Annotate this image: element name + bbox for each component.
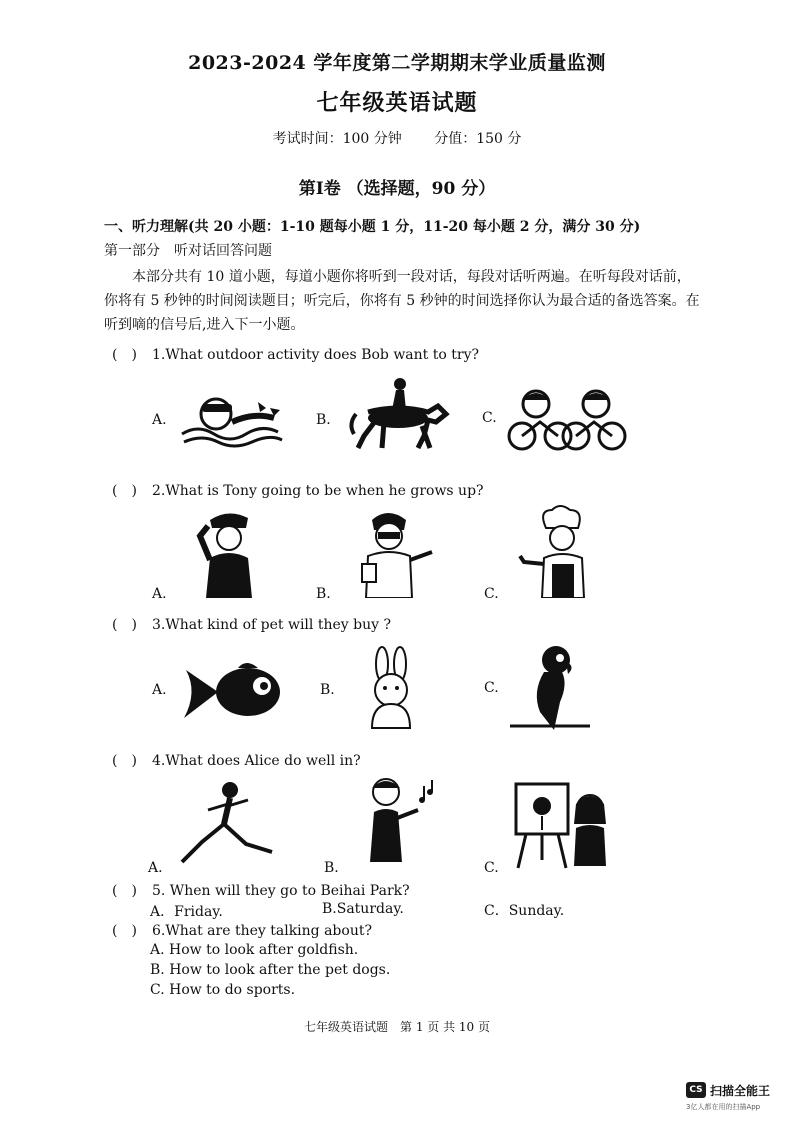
question-3 bbox=[112, 614, 391, 634]
scanner-watermark bbox=[686, 1082, 792, 1118]
option-label: B. bbox=[324, 860, 339, 876]
answer-blank[interactable]: ( ) bbox=[112, 753, 137, 769]
answer-blank[interactable]: ( ) bbox=[112, 883, 137, 899]
painter-icon bbox=[512, 780, 616, 870]
violinist-icon bbox=[352, 776, 442, 866]
question-text: 5. When will they go to Beihai Park? bbox=[152, 883, 410, 899]
option-label: A. bbox=[152, 586, 167, 602]
option-label: C. bbox=[482, 410, 497, 426]
part-heading: 第一部分 听对话回答问题 bbox=[104, 243, 272, 259]
volume-heading: 第I卷 （选择题，90 分） bbox=[298, 179, 496, 199]
page-footer: 七年级英语试题 第 1 页 共 10 页 bbox=[304, 1020, 490, 1034]
watermark-name: 扫描全能王 bbox=[710, 1084, 771, 1098]
instructions: 本部分共有 10 道小题，每道小题你将听到一段对话，每段对话听两遍。在听每段对话前，你将有 5 秒钟的时间阅读题目；听完后，你将有 5 秒钟的时间选择你认为最合适的备选答案。在听到嘀的信号后,进入下一小题。 bbox=[104, 269, 700, 333]
runner-icon bbox=[176, 780, 278, 868]
question-5 bbox=[112, 880, 410, 900]
choice-c[interactable]: C. How to do sports. bbox=[150, 982, 296, 998]
horse-rider-icon bbox=[348, 376, 454, 452]
question-4 bbox=[112, 750, 361, 770]
exam-title: 2023-2024 学年度第二学期期末学业质量监测 bbox=[188, 52, 606, 74]
question-text: 4.What does Alice do well in? bbox=[152, 753, 361, 769]
option-label: C. bbox=[484, 860, 499, 876]
exam-time: 考试时间：100 分钟 bbox=[272, 131, 402, 147]
question-1 bbox=[112, 344, 479, 364]
choice-a[interactable]: A．Friday. bbox=[150, 904, 223, 920]
answer-blank[interactable]: ( ) bbox=[112, 483, 137, 499]
exam-score: 分值：150 分 bbox=[434, 131, 522, 147]
question-text: 6.What are they talking about? bbox=[152, 923, 372, 939]
question-text: 3.What kind of pet will they buy ? bbox=[152, 617, 391, 633]
parrot-icon bbox=[510, 642, 590, 734]
question-6 bbox=[112, 920, 372, 940]
option-label: A. bbox=[152, 412, 167, 428]
watermark-tagline: 3亿人都在用的扫描App bbox=[686, 1103, 761, 1111]
question-text: 1.What outdoor activity does Bob want to try? bbox=[152, 347, 479, 363]
option-label: B. bbox=[316, 586, 331, 602]
goldfish-icon bbox=[180, 660, 298, 722]
option-label: A. bbox=[148, 860, 163, 876]
cycling-kids-icon bbox=[506, 386, 630, 454]
camscanner-logo-icon: CS bbox=[686, 1082, 706, 1098]
exam-subtitle: 七年级英语试题 bbox=[316, 90, 478, 116]
option-label: C. bbox=[484, 586, 499, 602]
answer-blank[interactable]: ( ) bbox=[112, 923, 137, 939]
option-label: C. bbox=[484, 680, 499, 696]
chef-icon bbox=[512, 504, 604, 598]
option-label: A. bbox=[152, 682, 167, 698]
choice-c[interactable]: C．Sunday. bbox=[484, 903, 565, 919]
choice-a[interactable]: A. How to look after goldfish. bbox=[150, 942, 359, 958]
answer-blank[interactable]: ( ) bbox=[112, 347, 137, 363]
option-label: B. bbox=[320, 682, 335, 698]
question-2 bbox=[112, 480, 484, 500]
swimming-boy-icon bbox=[178, 388, 288, 450]
choice-b[interactable]: B.Saturday. bbox=[322, 901, 404, 917]
choice-b[interactable]: B. How to look after the pet dogs. bbox=[150, 962, 391, 978]
rabbit-icon bbox=[362, 646, 420, 730]
option-label: B. bbox=[316, 412, 331, 428]
question-text: 2.What is Tony going to be when he grows up? bbox=[152, 483, 484, 499]
section-heading: 一、听力理解(共 20 小题：1-10 题每小题 1 分，11-20 每小题 2 分，满分 30 分) bbox=[104, 219, 641, 235]
doctor-icon bbox=[352, 506, 436, 598]
answer-blank[interactable]: ( ) bbox=[112, 617, 137, 633]
exam-meta bbox=[0, 128, 794, 148]
policeman-icon bbox=[196, 508, 260, 598]
